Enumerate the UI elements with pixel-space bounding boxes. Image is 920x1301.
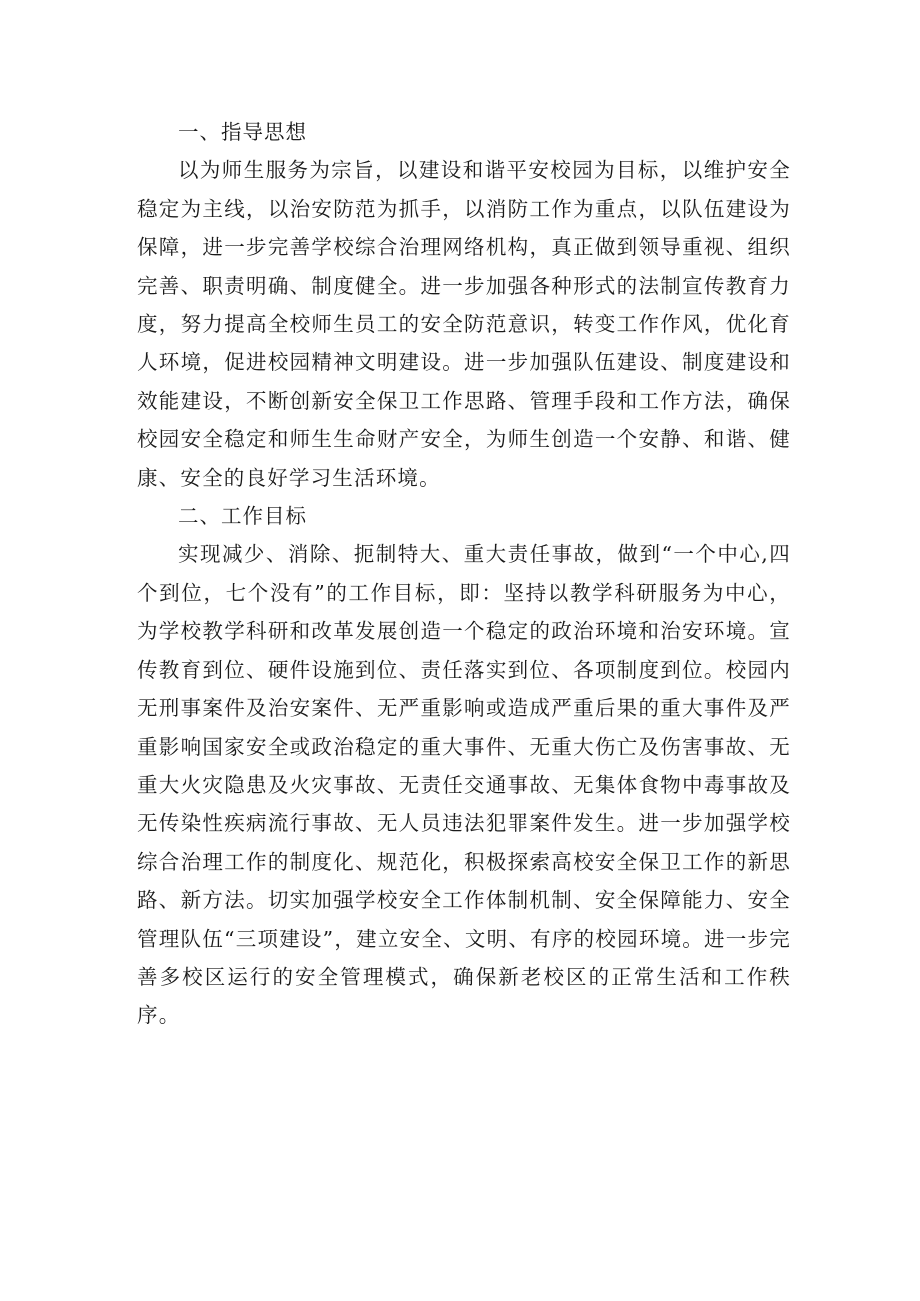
section-paragraph-work-goals: 实现减少、消除、扼制特大、重大责任事故，做到“一个中心,四个到位，七个没有”的工作目标，即：坚持以教学科研服务为中心，为学校教学科研和改革发展创造一个稳定的政治环境和治安环境。宣传教育到位、硬件设施到位、责任落实到位、各项制度到位。校园内无刑事案件及治安案件、无严重影响或造成严重后果的重大事件及严重影响国家安全或政治稳定的重大事件、无重大伤亡及伤害事故、无重大火灾隐患及火灾事故、无责任交通事故、无集体食物中毒事故及无传染性疾病流行事故、无人员违法犯罪案件发生。进一步加强学校综合治理工作的制度化、规范化，积极探索高校安全保卫工作的新思路、新方法。切实加强学校安全工作体制机制、安全保障能力、安全管理队伍“三项建设”，建立安全、文明、有序的校园环境。进一步完善多校区运行的安全管理模式，确保新老校区的正常生活和工作秩序。 [137,542,791,1028]
section-heading-guiding-ideology: 一、指导思想 [178,120,307,144]
section-heading-work-goals: 二、工作目标 [178,504,307,529]
section-paragraph-guiding-ideology: 以为师生服务为宗旨，以建设和谐平安校园为目标，以维护安全稳定为主线，以治安防范为抓手，以消防工作为重点，以队伍建设为保障，进一步完善学校综合治理网络机构，真正做到领导重视、组织完善、职责明确、制度健全。进一步加强各种形式的法制宣传教育力度，努力提高全校师生员工的安全防范意识，转变工作作风，优化育人环境，促进校园精神文明建设。进一步加强队伍建设、制度建设和效能建设，不断创新安全保卫工作思路、管理手段和工作方法，确保校园安全稳定和师生生命财产安全，为师生创造一个安静、和谐、健康、安全的良好学习生活环境。 [137,158,791,490]
document-body [137,113,791,1035]
